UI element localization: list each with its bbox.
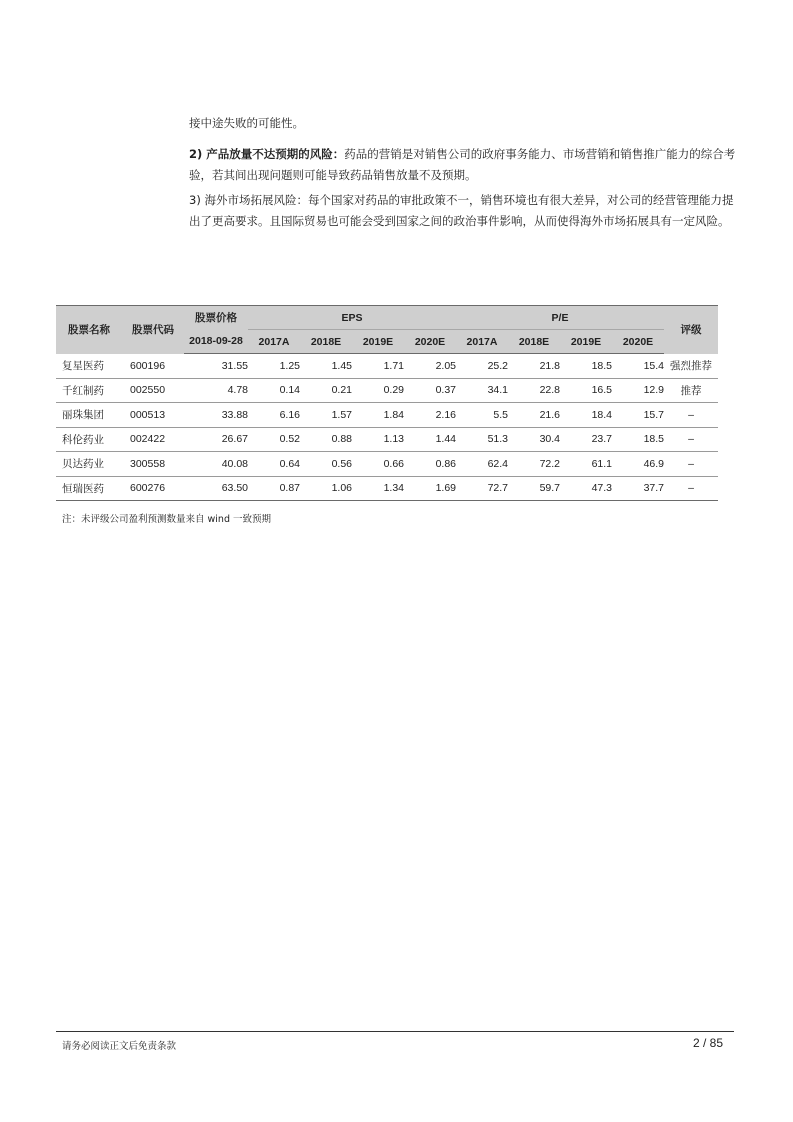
cell-eps: 1.13 xyxy=(352,427,404,452)
cell-eps: 1.44 xyxy=(404,427,456,452)
cell-stock-name: 复星医药 xyxy=(56,354,122,379)
cell-stock-name: 恒瑞医药 xyxy=(56,476,122,501)
table-header-row xyxy=(56,306,718,330)
paragraph-continuation: 接中途失败的可能性。 xyxy=(189,116,304,130)
cell-pe: 61.1 xyxy=(560,452,612,477)
cell-eps: 1.69 xyxy=(404,476,456,501)
cell-pe: 46.9 xyxy=(612,452,664,477)
cell-stock-name: 千红制药 xyxy=(56,378,122,403)
risk-paragraph-overseas: 3) 海外市场拓展风险：每个国家对药品的审批政策不一，销售环境也有很大差异，对公司的经营管理能力提出了更高要求。且国际贸易也可能会受到国家之间的政治事件影响，从而使得海外市场拓展具有一定风险。 xyxy=(189,193,734,228)
table-row xyxy=(56,452,718,477)
cell-pe: 25.2 xyxy=(456,354,508,379)
cell-eps: 0.21 xyxy=(300,378,352,403)
cell-price: 63.50 xyxy=(184,476,248,501)
header-rating: 评级 xyxy=(664,306,718,354)
cell-price: 4.78 xyxy=(184,378,248,403)
cell-eps: 1.57 xyxy=(300,403,352,428)
cell-pe: 22.8 xyxy=(508,378,560,403)
cell-stock-code: 002422 xyxy=(122,427,184,452)
cell-eps: 0.52 xyxy=(248,427,300,452)
cell-pe: 18.5 xyxy=(560,354,612,379)
cell-pe: 72.2 xyxy=(508,452,560,477)
cell-pe: 18.5 xyxy=(612,427,664,452)
header-stock-code: 股票代码 xyxy=(122,306,184,354)
cell-pe: 12.9 xyxy=(612,378,664,403)
table-row xyxy=(56,403,718,428)
cell-rating: – xyxy=(664,427,718,452)
cell-pe: 37.7 xyxy=(612,476,664,501)
cell-price: 40.08 xyxy=(184,452,248,477)
footer-disclaimer: 请务必阅读正文后免责条款 xyxy=(62,1041,177,1052)
cell-stock-code: 300558 xyxy=(122,452,184,477)
cell-eps: 2.05 xyxy=(404,354,456,379)
risk-heading-sales: 2) 产品放量不达预期的风险： xyxy=(189,147,345,161)
cell-pe: 30.4 xyxy=(508,427,560,452)
cell-pe: 34.1 xyxy=(456,378,508,403)
header-price-date: 2018-09-28 xyxy=(184,330,248,354)
cell-eps: 0.87 xyxy=(248,476,300,501)
risk-text-sales: 药品的营销是对销售公司的政府事务能力、市场营销和销售推广能力的综合考验，若其间出现问题则可能导致药品销售放量不及预期。 xyxy=(189,147,736,182)
stock-valuation-table xyxy=(56,305,718,501)
cell-stock-code: 600276 xyxy=(122,476,184,501)
header-eps-year: 2018E xyxy=(300,330,352,354)
header-pe-year: 2020E xyxy=(612,330,664,354)
cell-pe: 15.7 xyxy=(612,403,664,428)
page-number: 2 / 85 xyxy=(692,1036,723,1050)
header-eps-year: 2017A xyxy=(248,330,300,354)
cell-eps: 0.86 xyxy=(404,452,456,477)
cell-pe: 62.4 xyxy=(456,452,508,477)
cell-eps: 1.34 xyxy=(352,476,404,501)
table-row xyxy=(56,427,718,452)
header-stock-name: 股票名称 xyxy=(56,306,122,354)
cell-eps: 0.64 xyxy=(248,452,300,477)
header-pe: P/E xyxy=(456,306,664,330)
cell-stock-name: 丽珠集团 xyxy=(56,403,122,428)
cell-rating: – xyxy=(664,476,718,501)
risk-paragraph-sales xyxy=(189,144,739,186)
cell-pe: 59.7 xyxy=(508,476,560,501)
cell-eps: 1.45 xyxy=(300,354,352,379)
header-stock-price: 股票价格 xyxy=(184,306,248,330)
header-eps-year: 2020E xyxy=(404,330,456,354)
table-row xyxy=(56,378,718,403)
cell-eps: 1.71 xyxy=(352,354,404,379)
cell-eps: 1.25 xyxy=(248,354,300,379)
cell-price: 26.67 xyxy=(184,427,248,452)
cell-pe: 21.8 xyxy=(508,354,560,379)
cell-eps: 0.88 xyxy=(300,427,352,452)
cell-eps: 0.37 xyxy=(404,378,456,403)
cell-pe: 23.7 xyxy=(560,427,612,452)
cell-stock-code: 600196 xyxy=(122,354,184,379)
cell-eps: 0.29 xyxy=(352,378,404,403)
cell-eps: 0.56 xyxy=(300,452,352,477)
header-pe-year: 2019E xyxy=(560,330,612,354)
cell-eps: 0.14 xyxy=(248,378,300,403)
cell-pe: 5.5 xyxy=(456,403,508,428)
cell-price: 31.55 xyxy=(184,354,248,379)
cell-pe: 16.5 xyxy=(560,378,612,403)
cell-pe: 72.7 xyxy=(456,476,508,501)
cell-stock-code: 000513 xyxy=(122,403,184,428)
cell-rating: – xyxy=(664,452,718,477)
cell-eps: 6.16 xyxy=(248,403,300,428)
cell-pe: 47.3 xyxy=(560,476,612,501)
header-eps: EPS xyxy=(248,306,456,330)
cell-pe: 18.4 xyxy=(560,403,612,428)
cell-eps: 1.06 xyxy=(300,476,352,501)
table-note: 注：未评级公司盈利预测数量来自 wind 一致预期 xyxy=(62,514,272,525)
header-eps-year: 2019E xyxy=(352,330,404,354)
table-row xyxy=(56,476,718,501)
cell-rating: 推荐 xyxy=(664,378,718,403)
header-pe-year: 2017A xyxy=(456,330,508,354)
cell-rating: 强烈推荐 xyxy=(664,354,718,379)
cell-pe: 15.4 xyxy=(612,354,664,379)
cell-price: 33.88 xyxy=(184,403,248,428)
footer-divider xyxy=(56,1031,734,1032)
cell-eps: 2.16 xyxy=(404,403,456,428)
cell-rating: – xyxy=(664,403,718,428)
cell-eps: 1.84 xyxy=(352,403,404,428)
cell-stock-name: 科伦药业 xyxy=(56,427,122,452)
cell-eps: 0.66 xyxy=(352,452,404,477)
cell-stock-code: 002550 xyxy=(122,378,184,403)
cell-pe: 21.6 xyxy=(508,403,560,428)
cell-stock-name: 贝达药业 xyxy=(56,452,122,477)
cell-pe: 51.3 xyxy=(456,427,508,452)
table-row xyxy=(56,354,718,379)
header-pe-year: 2018E xyxy=(508,330,560,354)
